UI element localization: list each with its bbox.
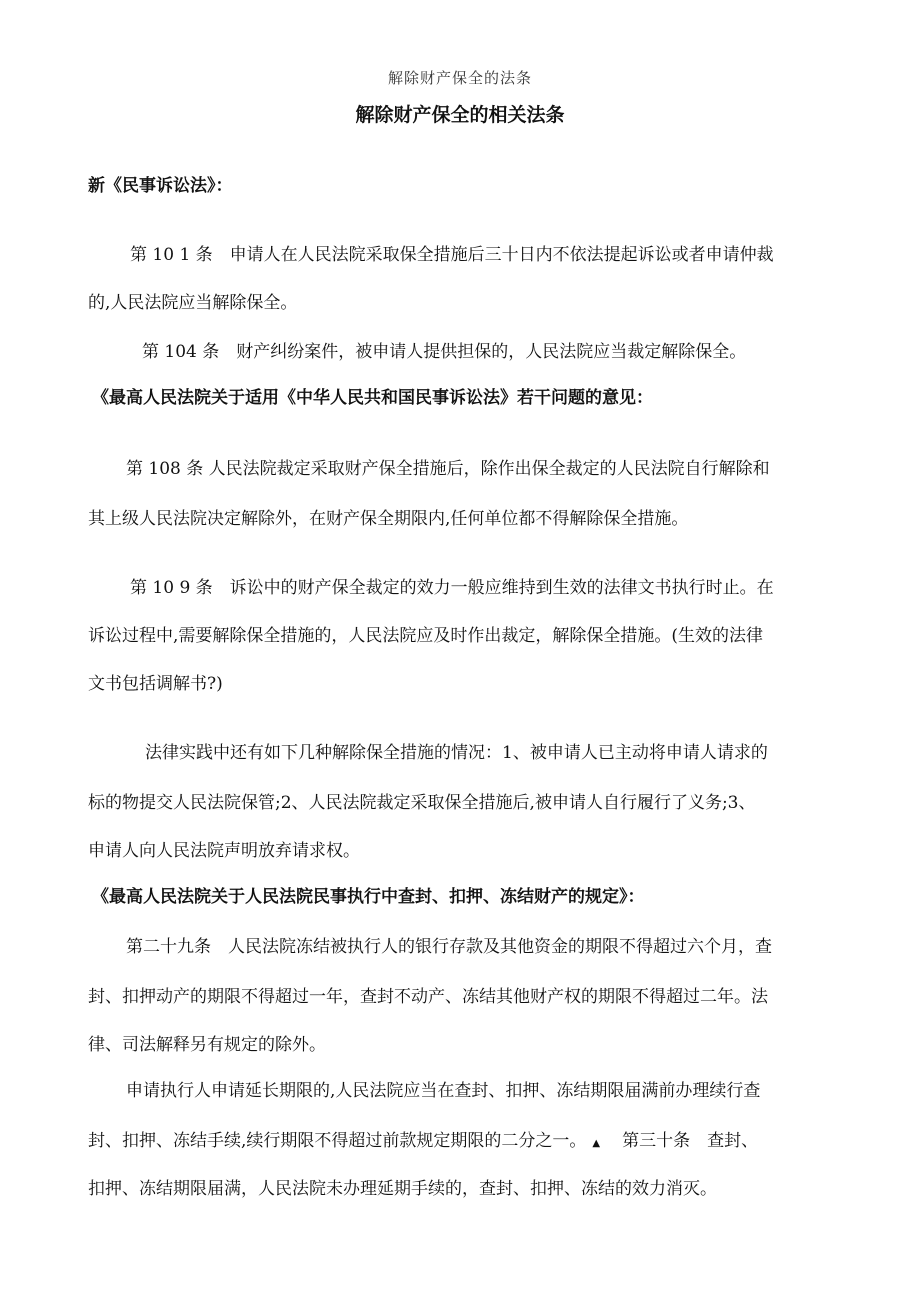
- article-109-line-1: 第 10 9 条 诉讼中的财产保全裁定的效力一般应维持到生效的法律文书执行时止。在: [130, 578, 774, 598]
- article-108-line-2: 其上级人民法院决定解除外，在财产保全期限内,任何单位都不得解除保全措施。: [88, 509, 689, 529]
- article-101-line-2: 的,人民法院应当解除保全。: [88, 293, 298, 313]
- article-109-line-3: 文书包括调解书?): [88, 674, 223, 694]
- article-30-line: 扣押、冻结期限届满，人民法院未办理延期手续的，查封、扣押、冻结的效力消灭。: [88, 1179, 717, 1199]
- document-title: 解除财产保全的相关法条: [355, 104, 565, 126]
- extension-paragraph-text: 封、扣押、冻结手续,续行期限不得超过前款规定期限的二分之一。: [88, 1131, 587, 1151]
- article-101-line-1: 第 10 1 条 申请人在人民法院采取保全措施后三十日内不依法提起诉讼或者申请仲裁: [130, 245, 774, 265]
- article-104: 第 104 条 财产纠纷案件，被申请人提供担保的，人民法院应当裁定解除保全。: [142, 342, 747, 362]
- article-29-line-1: 第二十九条 人民法院冻结被执行人的银行存款及其他资金的期限不得超过六个月，查: [126, 937, 772, 957]
- practice-paragraph-line-2: 标的物提交人民法院保管;2、人民法院裁定采取保全措施后,被申请人自行履行了义务;3、: [88, 793, 756, 813]
- section-heading-execution-regulations: 《最高人民法院关于人民法院民事执行中查封、扣押、冻结财产的规定》：: [92, 887, 645, 907]
- paragraph-mark: ▲: [592, 1138, 601, 1149]
- extension-paragraph-line-2: [88, 1129, 758, 1156]
- practice-paragraph-line-3: 申请人向人民法院声明放弃请求权。: [88, 841, 360, 861]
- section-heading-supreme-court-opinions: 《最高人民法院关于适用《中华人民共和国民事诉讼法》若干问题的意见：: [92, 388, 653, 408]
- practice-paragraph-line-1: 法律实践中还有如下几种解除保全措施的情况：1、被申请人已主动将申请人请求的: [145, 743, 768, 763]
- article-29-line-2: 封、扣押动产的期限不得超过一年，查封不动产、冻结其他财产权的期限不得超过二年。法: [88, 987, 768, 1007]
- article-109-line-2: 诉讼过程中,需要解除保全措施的，人民法院应及时作出裁定，解除保全措施。(生效的法律: [88, 626, 764, 646]
- article-108-line-1: 第 108 条 人民法院裁定采取财产保全措施后，除作出保全裁定的人民法院自行解除和: [126, 459, 770, 479]
- page-header: 解除财产保全的法条: [387, 69, 532, 87]
- article-30-start: 第三十条 查封、: [622, 1131, 759, 1151]
- article-29-line-3: 律、司法解释另有规定的除外。: [88, 1035, 326, 1055]
- extension-paragraph-line-1: 申请执行人申请延长期限的,人民法院应当在查封、扣押、冻结期限届满前办理续行查: [126, 1081, 761, 1101]
- section-heading-civil-procedure-law: 新《民事诉讼法》：: [88, 176, 233, 196]
